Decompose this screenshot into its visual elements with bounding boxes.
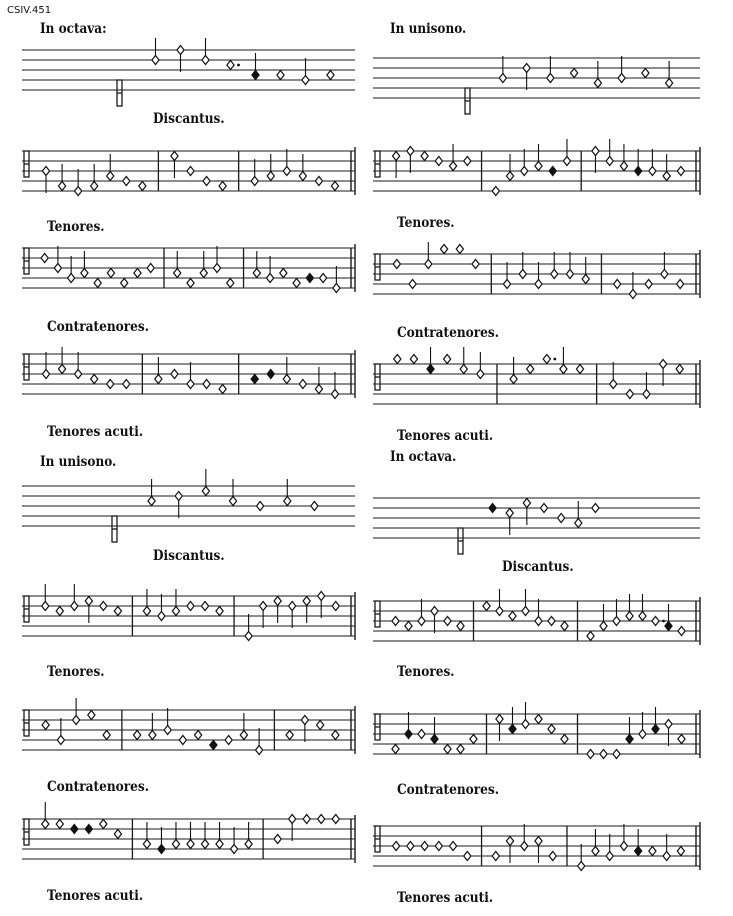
note-head (663, 852, 670, 861)
note-head (172, 607, 179, 616)
note-head (666, 79, 673, 88)
note-head (164, 726, 171, 735)
note-head (405, 622, 412, 631)
note-head (678, 735, 685, 744)
voice-label-discantus: Discantus. (153, 548, 225, 564)
note-head (216, 607, 223, 616)
note-head (327, 71, 334, 80)
note-head (331, 182, 338, 191)
note-head (75, 187, 82, 196)
note-head (289, 815, 296, 824)
note-head (202, 56, 209, 65)
note-head (444, 355, 451, 364)
note-head (610, 380, 617, 389)
note-head (107, 269, 114, 278)
note-head (543, 355, 550, 364)
note-head (219, 385, 226, 394)
note-head (677, 847, 684, 856)
note-head (535, 715, 542, 724)
note-head (331, 390, 338, 399)
note-head (506, 509, 513, 518)
note-head (606, 157, 613, 166)
note-head (240, 731, 247, 740)
note-head (187, 602, 194, 611)
note-head (318, 592, 325, 601)
note-head (392, 745, 399, 754)
note-head (315, 177, 322, 186)
note-head (85, 825, 92, 834)
note-head (435, 842, 442, 851)
note-head (483, 602, 490, 611)
note-head (152, 56, 159, 65)
note-head (42, 167, 49, 176)
voice-label-contratenores: Contratenores. (47, 779, 149, 795)
note-head (618, 74, 625, 83)
note-head (626, 390, 633, 399)
note-head (121, 279, 128, 288)
note-head (174, 269, 181, 278)
note-head (317, 721, 324, 730)
note-head (506, 837, 513, 846)
note-head (299, 380, 306, 389)
note-head (202, 487, 209, 496)
note-head (107, 380, 114, 389)
note-head (256, 746, 263, 755)
note-head (114, 607, 121, 616)
note-head (333, 284, 340, 293)
note-head (252, 71, 259, 80)
note-head (409, 280, 416, 289)
note-head (639, 730, 646, 739)
note-head (260, 602, 267, 611)
note-head (245, 840, 252, 849)
note-head (661, 270, 668, 279)
section-heading-top-left: In octava: (40, 21, 107, 37)
note-head (303, 597, 310, 606)
note-head (499, 74, 506, 83)
note-head (678, 627, 685, 636)
note-head (642, 69, 649, 78)
note-head (227, 61, 234, 70)
note-head (427, 365, 434, 374)
note-head (521, 842, 528, 851)
note-head (139, 182, 146, 191)
note-head (216, 840, 223, 849)
note-head (201, 840, 208, 849)
note-head (600, 750, 607, 759)
note-head (332, 602, 339, 611)
voice-label-discantus: Discantus. (153, 111, 225, 127)
note-head (477, 370, 484, 379)
note-head (425, 260, 432, 269)
voice-label-tenores-acuti: Tenores acuti. (47, 888, 144, 904)
note-head (286, 731, 293, 740)
note-head (103, 731, 110, 740)
note-head (393, 260, 400, 269)
note-head (410, 355, 417, 364)
note-head (407, 842, 414, 851)
note-head (635, 847, 642, 856)
note-head (435, 157, 442, 166)
note-head (457, 745, 464, 754)
note-head (393, 152, 400, 161)
note-head (172, 840, 179, 849)
note-head (464, 852, 471, 861)
note-head (626, 735, 633, 744)
note-head (147, 264, 154, 273)
note-head (587, 632, 594, 641)
note-head (421, 842, 428, 851)
note-head (587, 750, 594, 759)
note-head (283, 375, 290, 384)
note-dot (237, 64, 240, 67)
note-head (582, 275, 589, 284)
note-head (626, 612, 633, 621)
note-head (187, 380, 194, 389)
note-head (613, 617, 620, 626)
section-heading-bottom-right: In octava. (390, 449, 457, 465)
note-head (464, 157, 471, 166)
note-head (187, 279, 194, 288)
voice-label-discantus: Discantus. (502, 559, 574, 575)
voice-label-tenores: Tenores. (397, 215, 455, 231)
note-head (225, 736, 232, 745)
note-head (91, 375, 98, 384)
note-head (143, 840, 150, 849)
note-head (540, 504, 547, 513)
note-head (332, 815, 339, 824)
note-head (149, 731, 156, 740)
note-head (203, 177, 210, 186)
section-heading-bottom-left: In unisono. (40, 454, 117, 470)
note-head (71, 602, 78, 611)
note-head (457, 622, 464, 631)
note-head (560, 365, 567, 374)
voice-label-tenores-acuti: Tenores acuti. (47, 424, 144, 440)
note-head (506, 172, 513, 181)
note-head (179, 736, 186, 745)
note-head (171, 370, 178, 379)
voice-label-contratenores: Contratenores. (397, 782, 499, 798)
note-head (251, 375, 258, 384)
voice-label-tenores: Tenores. (397, 664, 455, 680)
note-head (600, 622, 607, 631)
note-head (143, 607, 150, 616)
note-head (392, 617, 399, 626)
note-head (606, 852, 613, 861)
note-head (663, 172, 670, 181)
voice-label-contratenores: Contratenores. (47, 319, 149, 335)
note-head (578, 862, 585, 871)
note-head (315, 385, 322, 394)
note-head (301, 716, 308, 725)
note-head (230, 845, 237, 854)
page-reference: CSIV.451 (7, 5, 52, 16)
note-head (594, 79, 601, 88)
note-head (444, 617, 451, 626)
note-head (558, 514, 565, 523)
note-head (100, 602, 107, 611)
note-head (472, 260, 479, 269)
note-head (665, 720, 672, 729)
note-head (649, 847, 656, 856)
note-head (187, 167, 194, 176)
note-head (75, 370, 82, 379)
note-head (547, 74, 554, 83)
note-head (535, 837, 542, 846)
note-head (431, 607, 438, 616)
note-head (227, 279, 234, 288)
note-head (88, 711, 95, 720)
note-head (460, 365, 467, 374)
note-head (613, 750, 620, 759)
note-head (492, 187, 499, 196)
note-head (332, 731, 339, 740)
note-head (418, 730, 425, 739)
note-head (645, 280, 652, 289)
note-head (677, 280, 684, 289)
note-head (592, 504, 599, 513)
voice-label-tenores-acuti: Tenores acuti. (397, 428, 494, 444)
note-head (253, 269, 260, 278)
note-head (306, 274, 313, 283)
note-head (575, 519, 582, 528)
note-head (393, 842, 400, 851)
note-head (85, 597, 92, 606)
note-head (535, 617, 542, 626)
note-head (652, 617, 659, 626)
note-head (57, 736, 64, 745)
note-head (100, 820, 107, 829)
note-head (566, 270, 573, 279)
note-head (677, 167, 684, 176)
note-head (210, 741, 217, 750)
note-head (548, 725, 555, 734)
note-head (56, 820, 63, 829)
note-head (629, 290, 636, 299)
note-head (303, 815, 310, 824)
note-head (134, 269, 141, 278)
note-head (114, 830, 121, 839)
note-head (571, 69, 578, 78)
note-head (94, 279, 101, 288)
note-head (549, 167, 556, 176)
note-head (175, 492, 182, 501)
note-head (58, 365, 65, 374)
note-head (522, 720, 529, 729)
note-head (299, 172, 306, 181)
note-head (251, 177, 258, 186)
note-head (659, 360, 666, 369)
note-head (440, 245, 447, 254)
note-head (509, 612, 516, 621)
note-head (134, 731, 141, 740)
note-head (219, 182, 226, 191)
note-head (620, 842, 627, 851)
note-head (407, 147, 414, 156)
note-head (58, 182, 65, 191)
note-dot (553, 358, 556, 361)
note-head (676, 365, 683, 374)
note-head (496, 715, 503, 724)
note-head (563, 157, 570, 166)
note-head (635, 167, 642, 176)
note-head (548, 617, 555, 626)
note-head (274, 835, 281, 844)
note-head (535, 162, 542, 171)
note-head (470, 735, 477, 744)
note-head (523, 64, 530, 73)
note-head (68, 274, 75, 283)
note-head (73, 716, 80, 725)
note-head (213, 264, 220, 273)
note-head (187, 840, 194, 849)
note-head (283, 167, 290, 176)
note-head (195, 731, 202, 740)
section-heading-top-right: In unisono. (390, 21, 467, 37)
note-head (158, 612, 165, 621)
note-head (576, 365, 583, 374)
note-head (267, 172, 274, 181)
note-head (54, 264, 61, 273)
note-head (277, 71, 284, 80)
note-head (620, 162, 627, 171)
note-head (394, 355, 401, 364)
note-head (535, 280, 542, 289)
note-head (200, 269, 207, 278)
note-head (177, 46, 184, 55)
note-head (643, 390, 650, 399)
note-head (421, 152, 428, 161)
note-head (449, 162, 456, 171)
note-head (320, 274, 327, 283)
note-head (521, 167, 528, 176)
note-head (201, 602, 208, 611)
note-dot (662, 620, 665, 623)
note-head (510, 375, 517, 384)
note-head (42, 820, 49, 829)
note-head (652, 725, 659, 734)
note-head (148, 497, 155, 506)
note-head (503, 280, 510, 289)
note-head (42, 721, 49, 730)
voice-label-contratenores: Contratenores. (397, 325, 499, 341)
note-head (639, 612, 646, 621)
note-head (614, 280, 621, 289)
voice-label-tenores: Tenores. (47, 664, 105, 680)
note-head (449, 842, 456, 851)
note-head (267, 370, 274, 379)
note-head (229, 497, 236, 506)
note-head (527, 365, 534, 374)
note-head (519, 270, 526, 279)
note-head (107, 172, 114, 181)
note-head (522, 607, 529, 616)
note-head (274, 597, 281, 606)
note-head (41, 254, 48, 263)
note-head (42, 602, 49, 611)
note-head (123, 177, 130, 186)
note-head (123, 380, 130, 389)
note-head (496, 607, 503, 616)
note-head (257, 502, 264, 511)
note-head (489, 504, 496, 513)
note-head (418, 617, 425, 626)
note-head (311, 502, 318, 511)
note-head (155, 375, 162, 384)
note-head (509, 725, 516, 734)
note-head (302, 76, 309, 85)
note-head (71, 825, 78, 834)
note-head (203, 380, 210, 389)
note-head (561, 622, 568, 631)
voice-label-tenores-acuti: Tenores acuti. (397, 890, 494, 906)
note-head (280, 269, 287, 278)
voice-label-tenores: Tenores. (47, 219, 105, 235)
note-head (318, 815, 325, 824)
note-head (665, 622, 672, 631)
note-head (405, 730, 412, 739)
note-head (284, 497, 291, 506)
note-head (245, 632, 252, 641)
note-head (56, 607, 63, 616)
note-head (91, 182, 98, 191)
note-head (293, 279, 300, 288)
note-head (266, 274, 273, 283)
note-head (523, 499, 530, 508)
note-head (444, 745, 451, 754)
note-head (549, 852, 556, 861)
note-head (561, 735, 568, 744)
note-head (171, 152, 178, 161)
note-head (456, 245, 463, 254)
note-head (551, 270, 558, 279)
note-head (42, 370, 49, 379)
note-head (592, 847, 599, 856)
note-head (81, 269, 88, 278)
note-head (592, 147, 599, 156)
note-head (289, 602, 296, 611)
note-head (158, 845, 165, 854)
note-head (649, 167, 656, 176)
note-head (492, 852, 499, 861)
note-head (431, 735, 438, 744)
